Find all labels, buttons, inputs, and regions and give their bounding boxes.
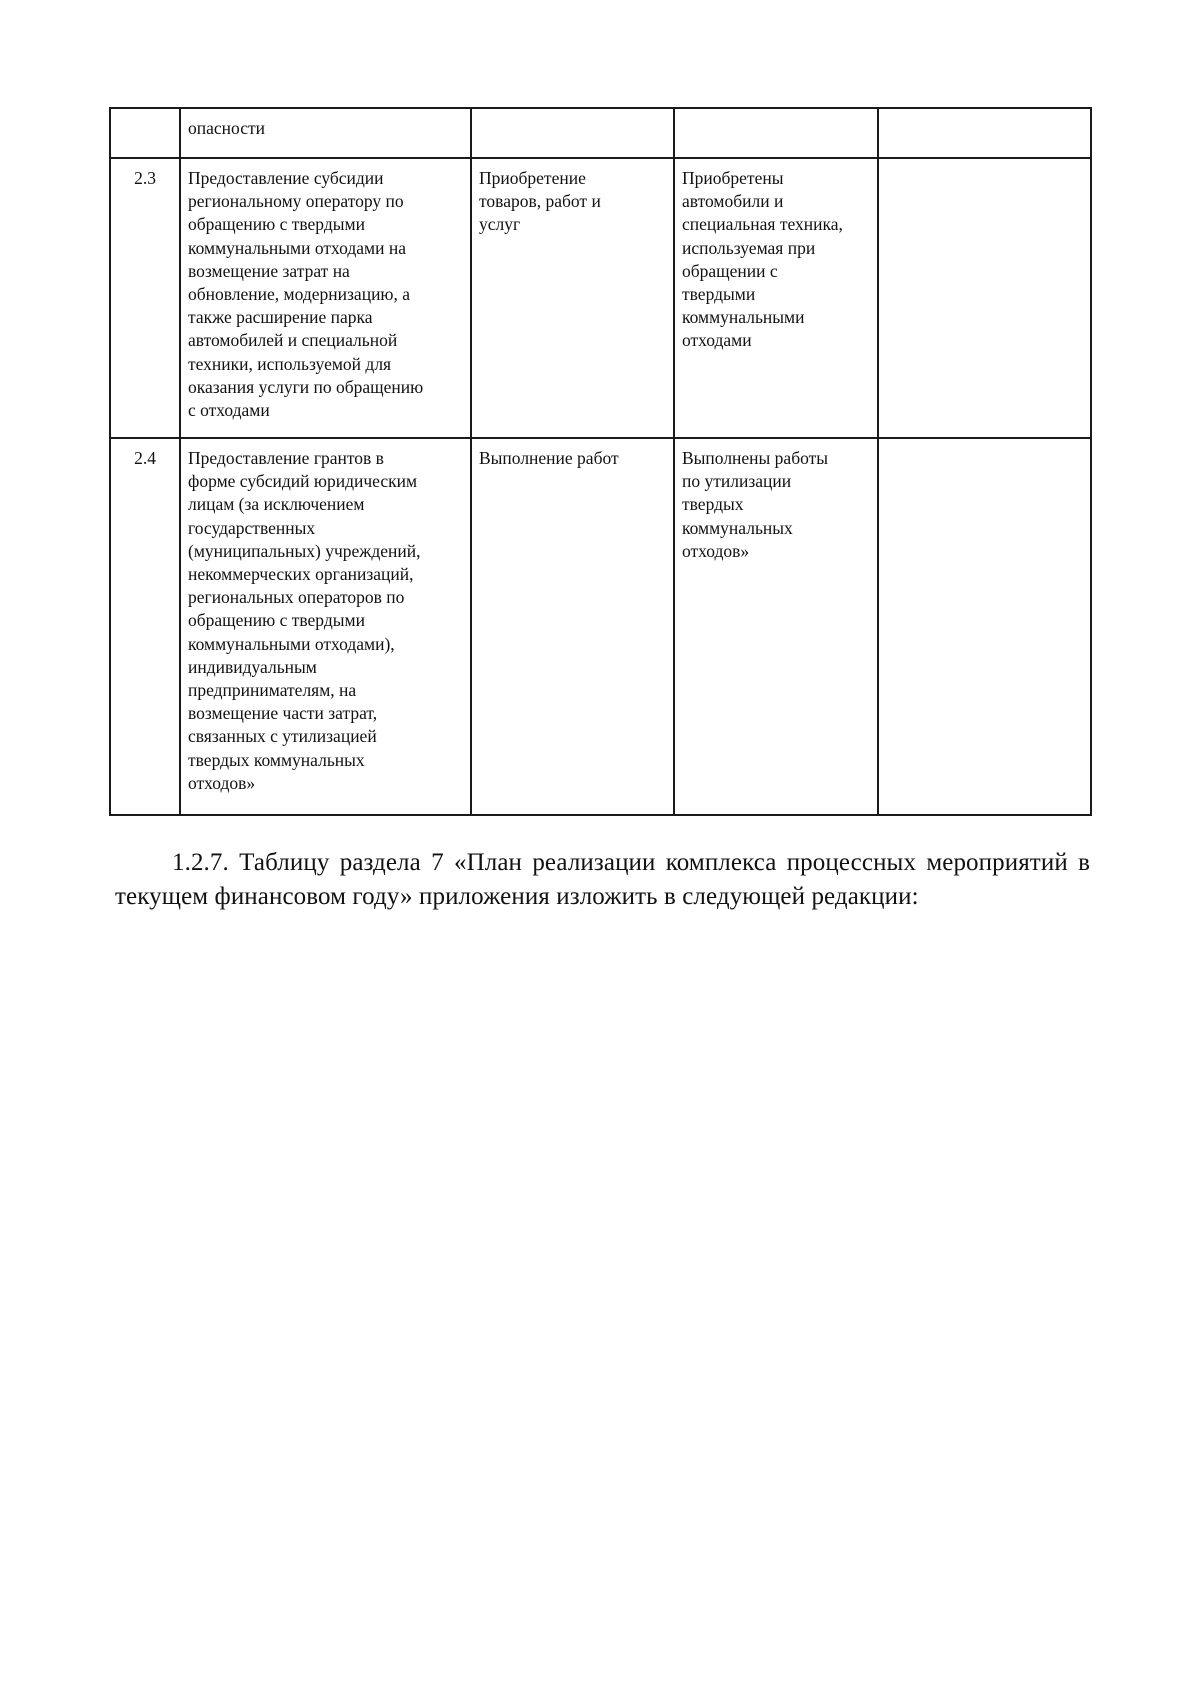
extra-cell	[878, 158, 1091, 438]
events-table	[109, 107, 1092, 816]
event-result-cell: Приобретены автомобили и специальная техника, используемая при обращении с твердыми коммунальными отходами	[674, 158, 878, 438]
table-row	[110, 158, 1091, 438]
amendment-paragraph: 1.2.7. Таблицу раздела 7 «План реализации комплекса процессных мероприятий в текущем финансовом году» приложения изложить в следующей редакции:	[115, 849, 1090, 910]
event-type-cell: Выполнение работ	[471, 438, 674, 815]
event-name-cell: Предоставление субсидии региональному оператору по обращению с твердыми коммунальными отходами на возмещение затрат на обновление, модернизацию, а также расширение парка автомобилей и специальной техники, используемой для оказания услуги по обращению с отходами	[180, 158, 471, 438]
row-number-cell: 2.4	[110, 438, 180, 815]
event-result-cell: Выполнены работы по утилизации твердых коммунальных отходов»	[674, 438, 878, 815]
extra-cell	[878, 108, 1091, 158]
event-type-cell: Приобретение товаров, работ и услуг	[471, 158, 674, 438]
event-type-cell	[471, 108, 674, 158]
row-number-cell	[110, 108, 180, 158]
event-name-cell: Предоставление грантов в форме субсидий юридическим лицам (за исключением государственных (муниципальных) учреждений, некоммерческих организаций, региональных операторов по обращению с твердыми коммунальными отходами), индивидуальным предпринимателям, на возмещение части затрат, связанных с утилизацией твердых коммунальных отходов»	[180, 438, 471, 815]
table-row	[110, 108, 1091, 158]
event-name-cell: опасности	[180, 108, 471, 158]
extra-cell	[878, 438, 1091, 815]
row-number-cell: 2.3	[110, 158, 180, 438]
table-row	[110, 438, 1091, 815]
event-result-cell	[674, 108, 878, 158]
